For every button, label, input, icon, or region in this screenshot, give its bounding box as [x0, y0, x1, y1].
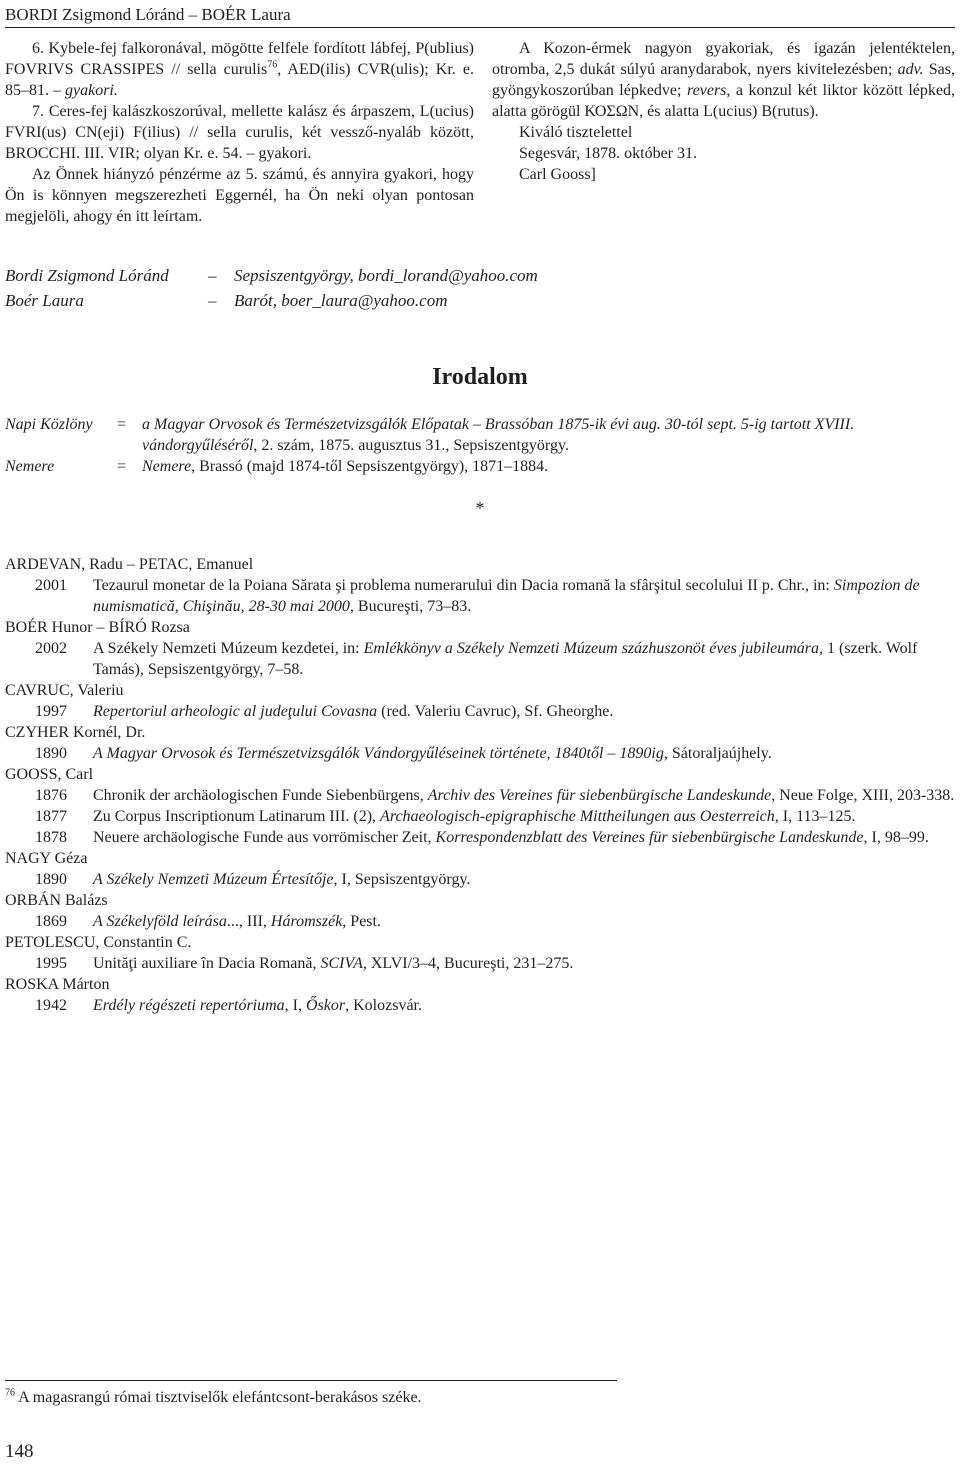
left-column [5, 38, 474, 227]
letter-signature: Carl Gooss] [519, 166, 596, 183]
literature-heading: Irodalom [432, 364, 528, 390]
header-rule [5, 27, 955, 28]
bib-entry: 1997 Repertoriul arheologic al judeţului Covasna (red. Valeriu Cavruc), Sf. Gheorghe. [35, 703, 614, 720]
coin-item-6: 6. Kybele-fej falkoronával, mögötte felfele fordított lábfej, P(ublius) FOVRIVS CRASSIPES // sella curulis$^{76}$, AED(ilis) CVR(ulis); Kr. e. 85–81. – gyakori. [5, 40, 474, 99]
right-column [492, 38, 955, 185]
bib-entry: 1995 Unităţi auxiliare în Dacia Romană, SCIVA, XLVI/3–4, Bucureşti, 231–275. [35, 955, 574, 972]
bib-author: PETOLESCU, Constantin C. [5, 934, 192, 951]
author-address[interactable]: Barót, boer_laura@yahoo.com [234, 291, 448, 310]
footnote-ref-76[interactable]: 76 [267, 59, 278, 71]
letter-paragraph: Az Önnek hiányzó pénzérme az 5. számú, és annyira gyakori, hogy Ön is könnyen megszerezheti Eggernél, ha Ön neki olyan pontosan megjelöli, ahogy én itt leírtam. [5, 166, 474, 225]
running-header: BORDI Zsigmond Lóránd – BOÉR Laura [5, 5, 291, 24]
abbreviation-row: Napi Közlöny = a Magyar Orvosok és Természetvizsgálók Előpatak – Brassóban 1875-ik évi aug. 30-tól sept. 5-ig tartott XVIII. vándorgyűléséről, 2. szám, 1875. augusztus 31., Sepsiszentgyörgy. [5, 416, 855, 454]
kozon-paragraph: A Kozon-érmek nagyon gyakoriak, és igazán jelentéktelen, otromba, 2,5 dukát súlyú aranydarabok, nyers kivitelezésben; adv. Sas, gyöngykoszorúban lépkedve; revers, a konzul két liktor között lépked, alatta görögül ΚΟΣΩΝ, és alatta L(ucius) B(rutus). [492, 40, 956, 120]
bib-entry: 1890 A Magyar Orvosok és Természetvizsgálók Vándorgyűléseinek története, 1840től – 1890ig, Sátoraljaújhely. [35, 745, 772, 762]
bib-author: BOÉR Hunor – BÍRÓ Rozsa [5, 619, 190, 636]
letter-place-date: Segesvár, 1878. október 31. [519, 145, 697, 162]
author-name: Bordi Zsigmond Lóránd [5, 266, 169, 285]
bib-author: NAGY Géza [5, 850, 88, 867]
bib-entry: 1876 Chronik der archäologischen Funde Siebenbürgens, Archiv des Vereines für siebenbürgische Landeskunde, Neue Folge, XIII, 203-338. [35, 787, 955, 804]
bib-author: CAVRUC, Valeriu [5, 682, 124, 699]
bib-entry: 1869 A Székelyföld leírása..., III, Háromszék, Pest. [35, 913, 381, 930]
author-address[interactable]: Sepsiszentgyörgy, bordi_lorand@yahoo.com [234, 266, 538, 285]
abbreviation-row: Nemere = Nemere, Brassó (majd 1874-től Sepsiszentgyörgy), 1871–1884. [5, 458, 549, 475]
section-separator: * [475, 498, 485, 518]
bib-entry: 2001 Tezaurul monetar de la Poiana Sărata şi problema numerarului din Dacia romană la sfârşitul secolului II p. Chr., in: Simpozion de numismatică, Chişinău, 28-30 mai 2000, Bucureşti, 73–83. [35, 577, 920, 615]
bib-author: CZYHER Kornél, Dr. [5, 724, 146, 741]
bib-author: ROSKA Márton [5, 976, 110, 993]
abbreviation-list [5, 414, 955, 477]
bibliography [5, 554, 955, 1016]
bib-entry: 1877 Zu Corpus Inscriptionum Latinarum III. (2), Archaeologisch-epigraphische Mittheilungen aus Oesterreich, I, 113–125. [35, 808, 856, 825]
bib-entry: 1890 A Székely Nemzeti Múzeum Értesítője, I, Sepsiszentgyörgy. [35, 871, 471, 888]
footnote-rule [5, 1380, 617, 1381]
coin-item-7: 7. Ceres-fej kalászkoszorúval, mellette kalász és árpaszem, L(ucius) FVRI(us) CN(eji) F(ilius) // sella curulis, két vessző-nyaláb között, BROCCHI. III. VIR; olyan Kr. e. 54. – gyakori. [5, 103, 474, 162]
bib-author: GOOSS, Carl [5, 766, 94, 783]
bib-entry: 1878 Neuere archäologische Funde aus vorrömischer Zeit, Korrespondenzblatt des Vereines für siebenbürgische Landeskunde, I, 98–99. [35, 829, 929, 846]
page-number: 148 [5, 1441, 34, 1462]
bib-entry: 1942 Erdély régészeti repertóriuma, I, Őskor, Kolozsvár. [35, 997, 422, 1014]
author-name: Boér Laura [5, 291, 84, 310]
bib-author: ARDEVAN, Radu – PETAC, Emanuel [5, 556, 254, 573]
letter-closing: Kiváló tisztelettel [519, 124, 633, 141]
footnote: $^{76}$ A magasrangú római tisztviselők elefántcsont-berakásos széke. [5, 1387, 422, 1406]
bib-author: ORBÁN Balázs [5, 892, 108, 909]
bib-entry: 2002 A Székely Nemzeti Múzeum kezdetei, in: Emlékkönyv a Székely Nemzeti Múzeum százhuszonöt éves jubileumára, 1 (szerk. Wolf Tamás), Sepsiszentgyörgy, 7–58. [35, 640, 918, 678]
